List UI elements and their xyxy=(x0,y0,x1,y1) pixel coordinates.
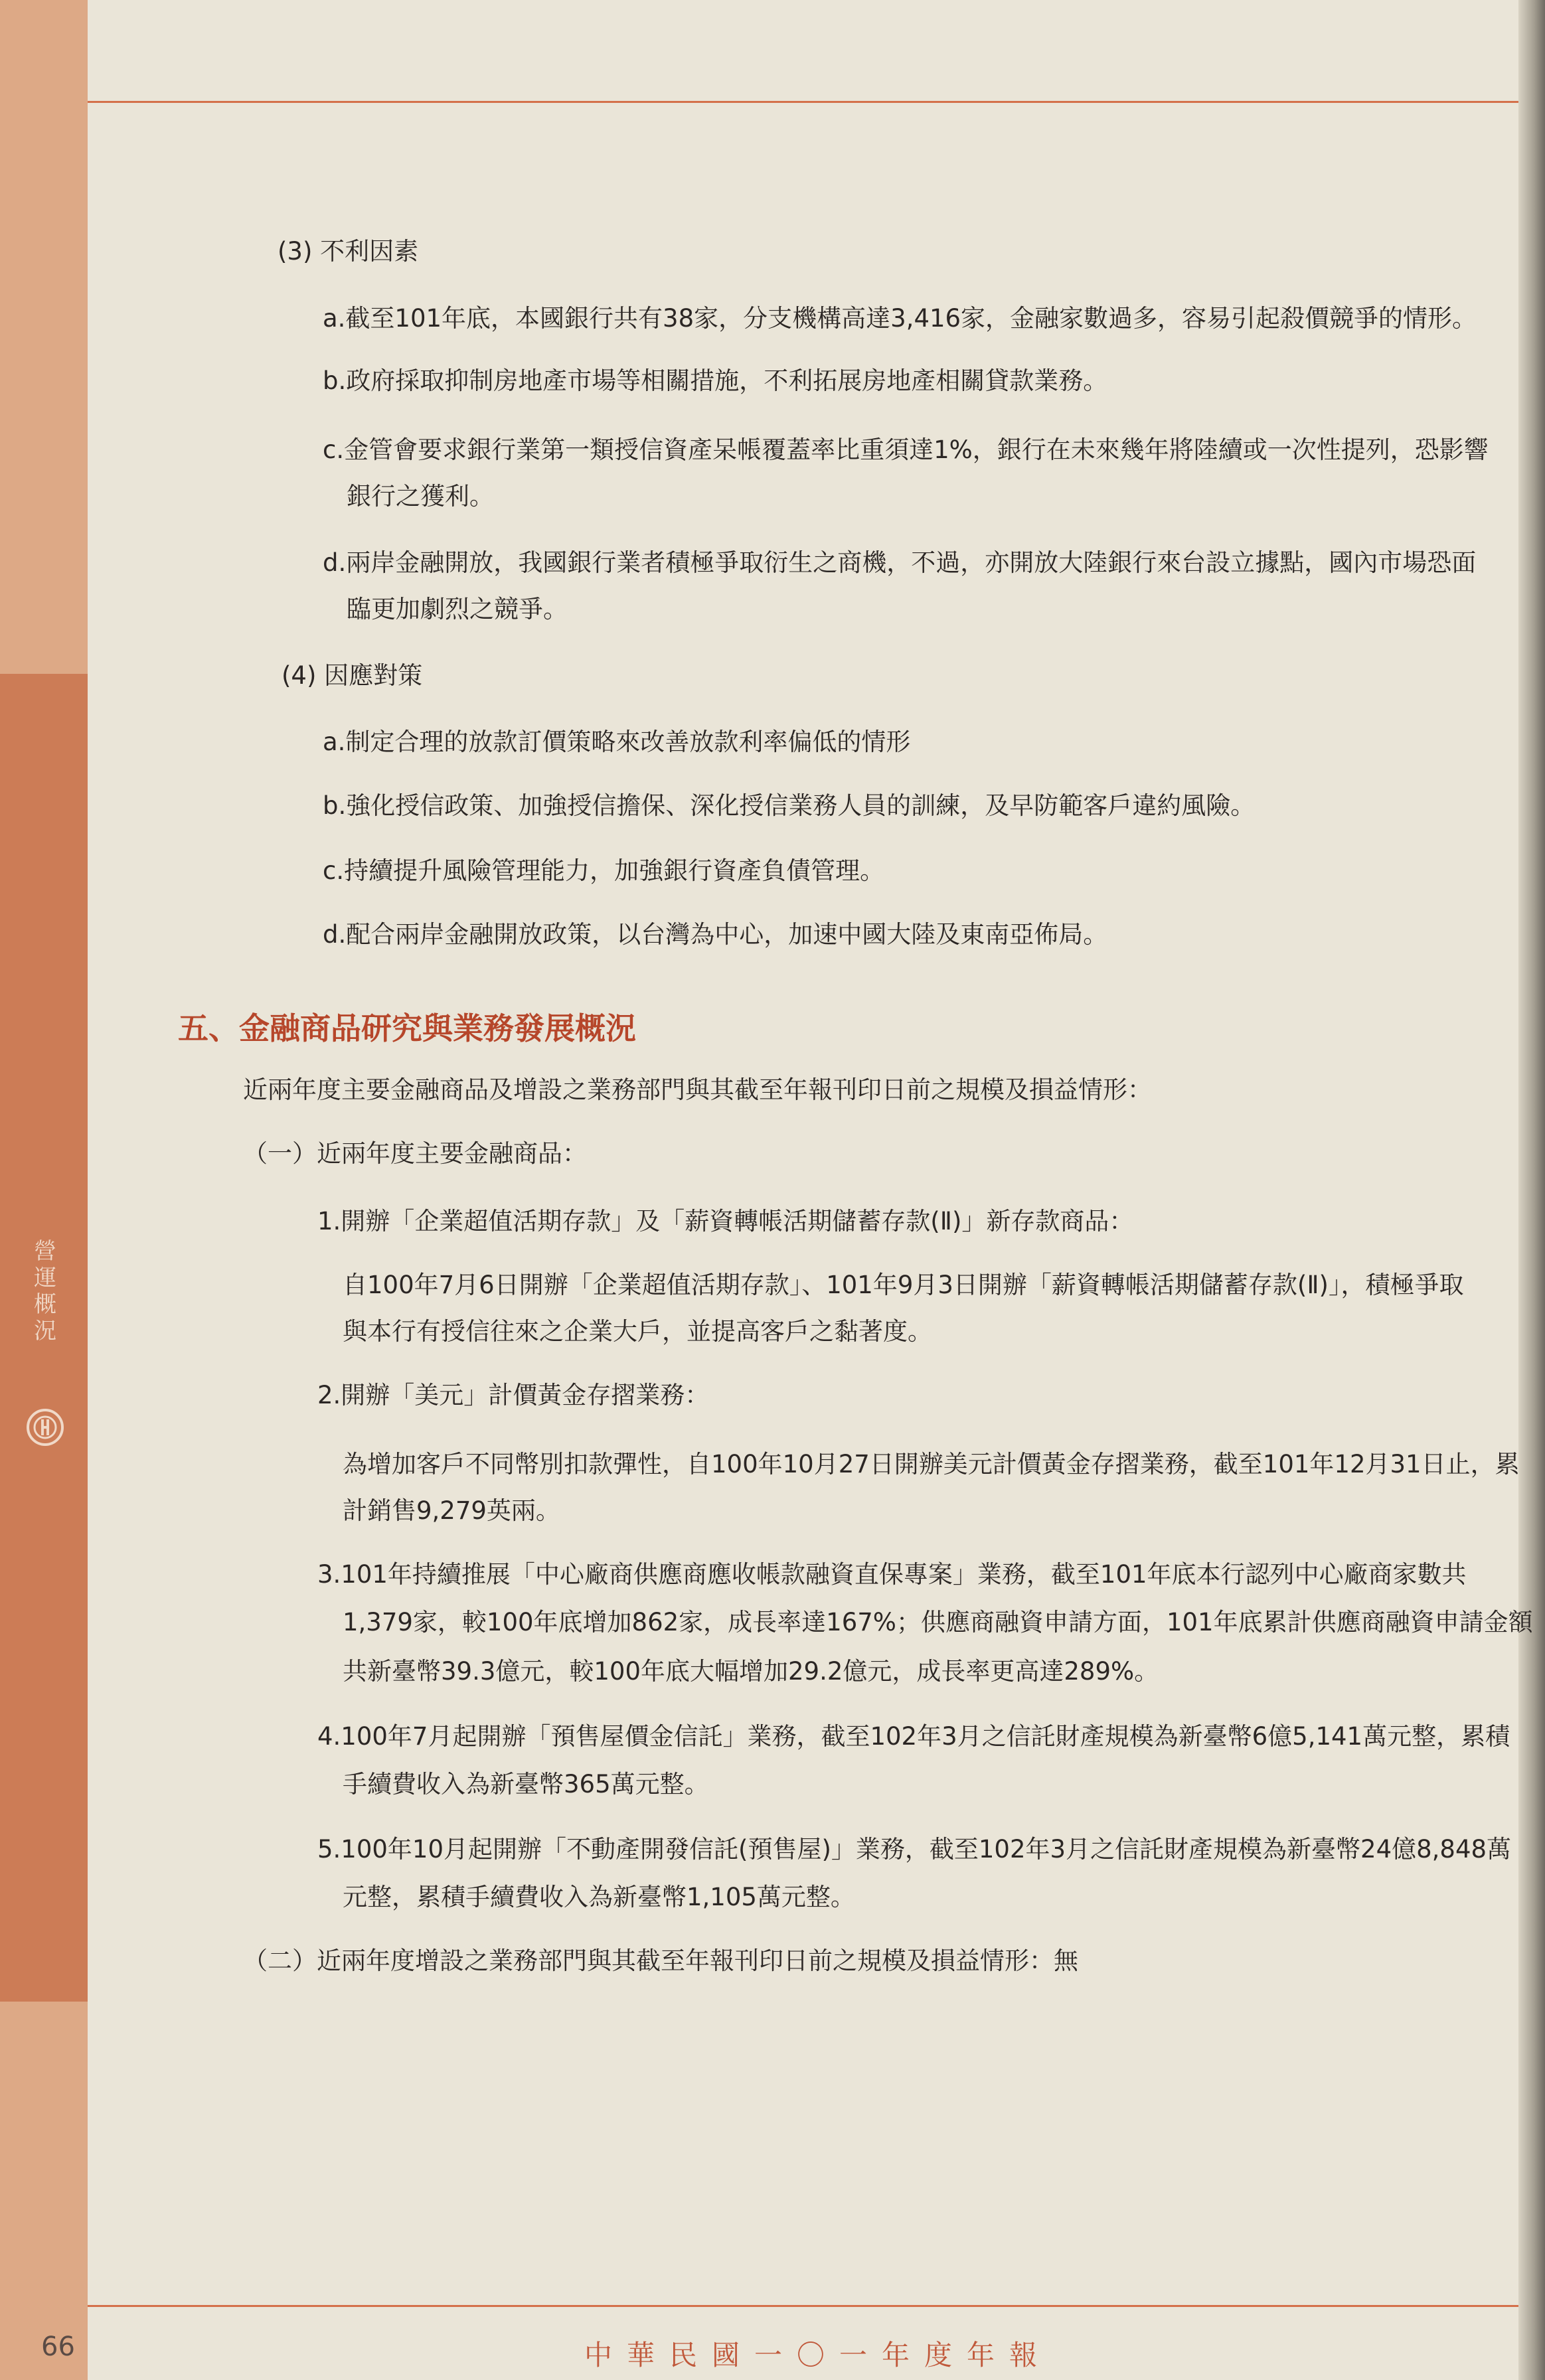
sidebar-label-char: 運 xyxy=(34,1265,56,1291)
response-item-a: a.制定合理的放款訂價策略來改善放款利率偏低的情形 xyxy=(323,728,911,756)
adverse-item-d: d.兩岸金融開放，我國銀行業者積極爭取衍生之商機，不過，亦開放大陸銀行來台設立據點，國內市場恐面 xyxy=(323,548,1477,577)
product-1-desc-line1: 自100年7月6日開辦「企業超值活期存款」、101年9月3日開辦「薪資轉帳活期儲蓄存款(Ⅱ)」，積極爭取 xyxy=(343,1271,1464,1299)
footer-rule xyxy=(88,2305,1518,2307)
section-five-heading: 五、金融商品研究與業務發展概況 xyxy=(178,1010,636,1046)
product-5-line1: 5.100年10月起開辦「不動產開發信託(預售屋)」業務，截至102年3月之信託財產規模為新臺幣24億8,848萬 xyxy=(317,1835,1512,1864)
adverse-item-c-cont: 銀行之獲利。 xyxy=(347,482,494,511)
adverse-item-d-cont: 臨更加劇烈之競爭。 xyxy=(347,595,568,623)
response-item-b: b.強化授信政策、加強授信擔保、深化授信業務人員的訓練，及早防範客戶違約風險。 xyxy=(323,791,1256,820)
product-3-line1: 3.101年持續推展「中心廠商供應商應收帳款融資直保專案」業務，截至101年底本行認列中心廠商家數共 xyxy=(317,1560,1467,1589)
book-gutter-shadow xyxy=(1518,0,1545,2380)
product-2-title: 2.開辦「美元」計價黃金存摺業務： xyxy=(317,1381,710,1409)
subsection-one-title: （一）近兩年度主要金融商品： xyxy=(243,1139,587,1168)
section-five-intro: 近兩年度主要金融商品及增設之業務部門與其截至年報刊印日前之規模及損益情形： xyxy=(243,1075,1152,1104)
bank-logo-icon xyxy=(25,1407,65,1447)
sidebar-label-char: 況 xyxy=(34,1318,56,1344)
adverse-item-a: a.截至101年底，本國銀行共有38家，分支機構高達3,416家，金融家數過多，容易引起殺價競爭的情形。 xyxy=(323,304,1477,333)
product-2-desc-line2: 計銷售9,279英兩。 xyxy=(343,1496,560,1525)
adverse-item-b: b.政府採取抑制房地產市場等相關措施，不利拓展房地產相關貸款業務。 xyxy=(323,366,1108,395)
page-number: 66 xyxy=(41,2332,75,2362)
product-1-title: 1.開辦「企業超值活期存款」及「薪資轉帳活期儲蓄存款(Ⅱ)」新存款商品： xyxy=(317,1207,1134,1235)
response-item-c: c.持續提升風險管理能力，加強銀行資產負債管理。 xyxy=(323,856,885,885)
adverse-item-c: c.金管會要求銀行業第一類授信資產呆帳覆蓋率比重須達1%，銀行在未來幾年將陸續或一次性提列，恐影響 xyxy=(323,436,1489,464)
product-3-line3: 共新臺幣39.3億元，較100年底大幅增加29.2億元，成長率更高達289%。 xyxy=(343,1657,1159,1686)
product-3-line2: 1,379家，較100年底增加862家，成長率達167%；供應商融資申請方面，101年底累計供應商融資申請金額 xyxy=(343,1608,1533,1636)
footer-report-title: 中華民國一〇一年度年報 xyxy=(584,2339,1052,2371)
sidebar-section-label xyxy=(32,1238,58,1344)
product-2-desc-line1: 為增加客戶不同幣別扣款彈性，自100年10月27日開辦美元計價黃金存摺業務，截至101年12月31日止，累 xyxy=(343,1450,1520,1478)
response-measures-title: (4) 因應對策 xyxy=(282,661,423,690)
sidebar-band-top xyxy=(0,0,88,674)
adverse-factors-title: (3) 不利因素 xyxy=(278,237,419,266)
response-item-d: d.配合兩岸金融開放政策，以台灣為中心，加速中國大陸及東南亞佈局。 xyxy=(323,920,1108,949)
product-1-desc-line2: 與本行有授信往來之企業大戶，並提高客戶之黏著度。 xyxy=(343,1317,932,1346)
header-rule xyxy=(88,101,1518,103)
product-4-line1: 4.100年7月起開辦「預售屋價金信託」業務，截至102年3月之信託財產規模為新臺幣6億5,141萬元整，累積 xyxy=(317,1722,1510,1751)
product-5-line2: 元整，累積手續費收入為新臺幣1,105萬元整。 xyxy=(343,1883,855,1911)
sidebar-band-bottom xyxy=(0,2002,88,2380)
sidebar-label-char: 營 xyxy=(34,1238,56,1265)
subsection-two-title: （二）近兩年度增設之業務部門與其截至年報刊印日前之規模及損益情形：無 xyxy=(243,1946,1078,1975)
product-4-line2: 手續費收入為新臺幣365萬元整。 xyxy=(343,1770,709,1798)
sidebar-label-char: 概 xyxy=(34,1291,56,1318)
